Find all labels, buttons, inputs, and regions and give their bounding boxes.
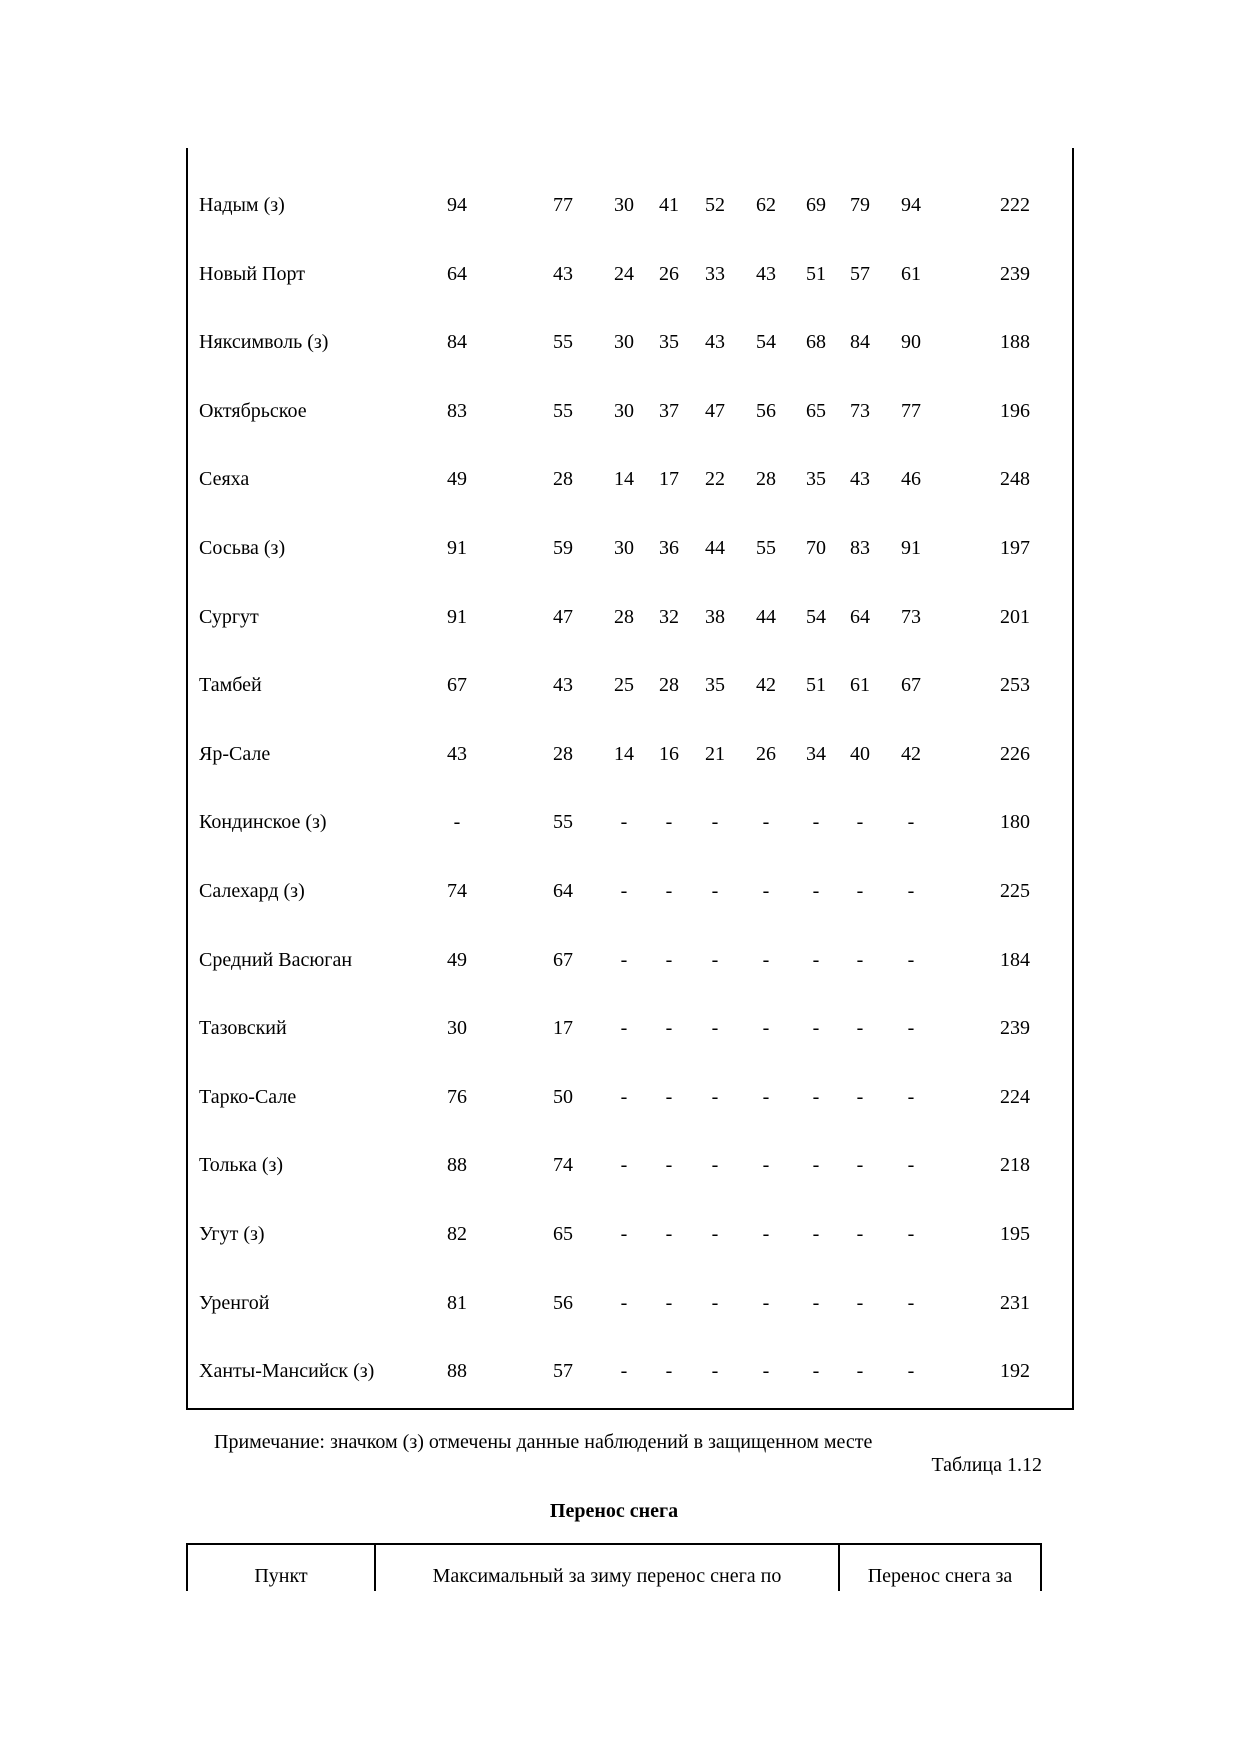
value-col-2: 55 — [553, 811, 573, 834]
value-col-6: 44 — [756, 605, 776, 628]
value-col-9: - — [907, 1291, 915, 1314]
value-col-6: - — [762, 1085, 770, 1108]
value-col-3: 24 — [614, 262, 634, 285]
value-col-3: - — [620, 1017, 628, 1040]
value-col-5: - — [711, 1085, 719, 1108]
value-col-4: 17 — [659, 468, 679, 491]
value-col-1: - — [453, 811, 461, 834]
value-col-8: - — [856, 1291, 864, 1314]
value-col-last: 188 — [1000, 331, 1030, 354]
value-col-9: 94 — [901, 194, 921, 216]
value-col-1: 49 — [447, 468, 467, 491]
value-col-3: 14 — [614, 468, 634, 491]
value-col-3: - — [620, 880, 628, 902]
table-row — [188, 670, 1072, 700]
value-col-4: - — [665, 948, 673, 971]
station-name: Ханты-Мансийск (з) — [199, 1360, 375, 1383]
value-col-4: 26 — [659, 262, 679, 285]
value-col-7: 35 — [806, 468, 826, 491]
station-name: Угут (з) — [199, 1223, 265, 1245]
value-col-6: 55 — [756, 537, 776, 559]
value-col-3: - — [620, 1223, 628, 1245]
value-col-8: - — [856, 1017, 864, 1040]
value-col-6: - — [762, 1291, 770, 1314]
table-row — [188, 876, 1072, 906]
value-col-2: 43 — [553, 674, 573, 697]
table-row — [188, 1288, 1072, 1318]
value-col-9: 77 — [901, 399, 921, 422]
value-col-6: - — [762, 1223, 770, 1245]
station-name: Тамбей — [199, 674, 262, 697]
value-col-9: 67 — [901, 674, 921, 697]
value-col-8: 40 — [850, 742, 870, 765]
value-col-3: - — [620, 1085, 628, 1108]
value-col-2: 43 — [553, 262, 573, 285]
value-col-7: - — [812, 1360, 820, 1383]
table-row — [188, 1150, 1072, 1180]
table-row — [188, 1082, 1072, 1112]
value-col-8: 57 — [850, 262, 870, 285]
value-col-last: 192 — [1000, 1360, 1030, 1383]
value-col-4: 28 — [659, 674, 679, 697]
value-col-1: 91 — [447, 605, 467, 628]
table-label: Таблица 1.12 — [931, 1454, 1042, 1476]
value-col-6: 26 — [756, 742, 776, 765]
value-col-6: 43 — [756, 262, 776, 285]
value-col-5: 21 — [705, 742, 725, 765]
value-col-4: 37 — [659, 399, 679, 422]
value-col-6: - — [762, 1017, 770, 1040]
value-col-2: 28 — [553, 468, 573, 491]
value-col-last: 180 — [1000, 811, 1030, 834]
value-col-9: - — [907, 880, 915, 902]
station-name: Средний Васюган — [199, 948, 353, 971]
value-col-7: 51 — [806, 262, 826, 285]
value-col-1: 91 — [447, 537, 467, 559]
value-col-8: - — [856, 880, 864, 902]
table-row — [188, 259, 1072, 289]
value-col-4: - — [665, 1291, 673, 1314]
value-col-9: 90 — [901, 331, 921, 354]
value-col-5: - — [711, 1017, 719, 1040]
value-col-5: - — [711, 1223, 719, 1245]
value-col-8: 84 — [850, 331, 870, 354]
value-col-7: - — [812, 948, 820, 971]
value-col-last: 231 — [1000, 1291, 1030, 1314]
value-col-8: 73 — [850, 399, 870, 422]
value-col-4: - — [665, 1360, 673, 1383]
value-col-1: 43 — [447, 742, 467, 765]
value-col-3: 30 — [614, 194, 634, 216]
value-col-7: - — [812, 1223, 820, 1245]
table-row — [188, 602, 1072, 632]
value-col-5: - — [711, 1360, 719, 1383]
header-cell-max-transfer: Максимальный за зиму перенос снега по — [432, 1565, 782, 1587]
value-col-last: 248 — [1000, 468, 1030, 491]
value-col-1: 84 — [447, 331, 467, 354]
station-name: Октябрьское — [199, 399, 307, 422]
header-cell-point: Пункт — [254, 1565, 308, 1587]
value-col-2: 28 — [553, 742, 573, 765]
value-col-4: - — [665, 1085, 673, 1108]
value-col-8: 64 — [850, 605, 870, 628]
value-col-5: 44 — [705, 537, 725, 559]
value-col-last: 184 — [1000, 948, 1030, 971]
value-col-5: 33 — [705, 262, 725, 285]
table-row — [188, 190, 1072, 220]
value-col-2: 57 — [553, 1360, 573, 1383]
value-col-9: - — [907, 1360, 915, 1383]
value-col-7: - — [812, 1154, 820, 1177]
value-col-5: - — [711, 1291, 719, 1314]
value-col-2: 74 — [553, 1154, 573, 1177]
value-col-9: 61 — [901, 262, 921, 285]
value-col-1: 64 — [447, 262, 467, 285]
value-col-9: - — [907, 1017, 915, 1040]
value-col-4: - — [665, 1154, 673, 1177]
value-col-9: 91 — [901, 537, 921, 559]
station-name: Сосьва (з) — [199, 537, 286, 559]
table-row — [188, 945, 1072, 975]
value-col-9: - — [907, 1154, 915, 1177]
value-col-3: - — [620, 948, 628, 971]
value-col-9: - — [907, 1085, 915, 1108]
station-name: Толька (з) — [199, 1154, 284, 1177]
value-col-8: - — [856, 1154, 864, 1177]
station-name: Сеяха — [199, 468, 250, 491]
value-col-4: - — [665, 811, 673, 834]
value-col-7: 34 — [806, 742, 826, 765]
value-col-7: 70 — [806, 537, 826, 559]
value-col-6: - — [762, 948, 770, 971]
table-row — [188, 327, 1072, 357]
value-col-last: 218 — [1000, 1154, 1030, 1177]
station-name: Надым (з) — [199, 194, 285, 216]
value-col-2: 77 — [553, 194, 573, 216]
table-title: Перенос снега — [549, 1500, 679, 1522]
value-col-8: - — [856, 948, 864, 971]
value-col-1: 81 — [447, 1291, 467, 1314]
value-col-9: - — [907, 1223, 915, 1245]
value-col-2: 17 — [553, 1017, 573, 1040]
value-col-last: 226 — [1000, 742, 1030, 765]
value-col-last: 222 — [1000, 194, 1030, 216]
value-col-2: 64 — [553, 880, 573, 902]
value-col-6: - — [762, 1154, 770, 1177]
value-col-4: - — [665, 1223, 673, 1245]
station-name: Уренгой — [199, 1291, 270, 1314]
value-col-2: 65 — [553, 1223, 573, 1245]
value-col-2: 59 — [553, 537, 573, 559]
value-col-2: 67 — [553, 948, 573, 971]
value-col-3: - — [620, 811, 628, 834]
table-row — [188, 396, 1072, 426]
header-cell-transfer: Перенос снега за — [867, 1565, 1013, 1587]
value-col-1: 88 — [447, 1154, 467, 1177]
station-name: Салехард (з) — [199, 880, 305, 902]
value-col-1: 67 — [447, 674, 467, 697]
value-col-3: 30 — [614, 537, 634, 559]
value-col-8: - — [856, 811, 864, 834]
station-name: Няксимволь (з) — [199, 331, 329, 354]
value-col-8: - — [856, 1085, 864, 1108]
value-col-1: 88 — [447, 1360, 467, 1383]
value-col-8: 79 — [850, 194, 870, 216]
table-row — [188, 807, 1072, 837]
value-col-1: 94 — [447, 194, 467, 216]
table-row — [188, 533, 1072, 563]
table-row — [188, 464, 1072, 494]
value-col-last: 196 — [1000, 399, 1030, 422]
value-col-7: - — [812, 1085, 820, 1108]
value-col-7: - — [812, 1017, 820, 1040]
value-col-3: 30 — [614, 331, 634, 354]
value-col-2: 56 — [553, 1291, 573, 1314]
value-col-6: 56 — [756, 399, 776, 422]
value-col-4: 32 — [659, 605, 679, 628]
value-col-3: 30 — [614, 399, 634, 422]
value-col-6: 62 — [756, 194, 776, 216]
value-col-7: 51 — [806, 674, 826, 697]
value-col-1: 83 — [447, 399, 467, 422]
value-col-9: 73 — [901, 605, 921, 628]
value-col-3: 14 — [614, 742, 634, 765]
value-col-last: 239 — [1000, 262, 1030, 285]
table-row — [188, 1219, 1072, 1249]
value-col-3: 28 — [614, 605, 634, 628]
value-col-5: - — [711, 1154, 719, 1177]
snow-transfer-table-header — [186, 1543, 1042, 1591]
value-col-5: - — [711, 880, 719, 902]
station-name: Кондинское (з) — [199, 811, 327, 834]
value-col-5: 52 — [705, 194, 725, 216]
station-name: Тарко-Сале — [199, 1085, 297, 1108]
station-name: Сургут — [199, 605, 259, 628]
value-col-5: 22 — [705, 468, 725, 491]
value-col-3: - — [620, 1291, 628, 1314]
value-col-6: 28 — [756, 468, 776, 491]
value-col-1: 82 — [447, 1223, 467, 1245]
value-col-4: 36 — [659, 537, 679, 559]
value-col-6: - — [762, 880, 770, 902]
value-col-8: 83 — [850, 537, 870, 559]
value-col-4: 16 — [659, 742, 679, 765]
value-col-7: - — [812, 880, 820, 902]
value-col-9: - — [907, 948, 915, 971]
value-col-5: 43 — [705, 331, 725, 354]
value-col-last: 253 — [1000, 674, 1030, 697]
value-col-3: - — [620, 1154, 628, 1177]
table-row — [188, 1013, 1072, 1043]
value-col-last: 239 — [1000, 1017, 1030, 1040]
value-col-last: 201 — [1000, 605, 1030, 628]
value-col-4: 41 — [659, 194, 679, 216]
value-col-5: - — [711, 811, 719, 834]
station-name: Яр-Сале — [199, 742, 271, 765]
value-col-last: 195 — [1000, 1223, 1030, 1245]
value-col-7: 65 — [806, 399, 826, 422]
value-col-4: - — [665, 880, 673, 902]
value-col-9: 46 — [901, 468, 921, 491]
value-col-3: 25 — [614, 674, 634, 697]
value-col-6: 54 — [756, 331, 776, 354]
table-row — [188, 1356, 1072, 1386]
value-col-7: 54 — [806, 605, 826, 628]
value-col-8: - — [856, 1360, 864, 1383]
value-col-5: 47 — [705, 399, 725, 422]
value-col-1: 30 — [447, 1017, 467, 1040]
value-col-5: - — [711, 948, 719, 971]
value-col-4: - — [665, 1017, 673, 1040]
value-col-7: - — [812, 1291, 820, 1314]
station-name: Тазовский — [199, 1017, 287, 1040]
value-col-4: 35 — [659, 331, 679, 354]
value-col-2: 50 — [553, 1085, 573, 1108]
value-col-9: 42 — [901, 742, 921, 765]
value-col-7: - — [812, 811, 820, 834]
value-col-2: 47 — [553, 605, 573, 628]
value-col-3: - — [620, 1360, 628, 1383]
station-name: Новый Порт — [199, 262, 305, 285]
value-col-last: 224 — [1000, 1085, 1030, 1108]
table-note: Примечание: значком (з) отмечены данные наблюдений в защищенном месте — [214, 1431, 873, 1453]
table-row — [188, 739, 1072, 769]
value-col-2: 55 — [553, 331, 573, 354]
value-col-6: - — [762, 1360, 770, 1383]
value-col-8: - — [856, 1223, 864, 1245]
value-col-last: 197 — [1000, 537, 1030, 559]
value-col-7: 68 — [806, 331, 826, 354]
climate-table — [186, 148, 1074, 1410]
value-col-8: 43 — [850, 468, 870, 491]
value-col-6: - — [762, 811, 770, 834]
value-col-5: 38 — [705, 605, 725, 628]
value-col-5: 35 — [705, 674, 725, 697]
value-col-1: 74 — [447, 880, 467, 902]
value-col-last: 225 — [1000, 880, 1030, 902]
value-col-9: - — [907, 811, 915, 834]
value-col-2: 55 — [553, 399, 573, 422]
value-col-7: 69 — [806, 194, 826, 216]
value-col-6: 42 — [756, 674, 776, 697]
value-col-1: 49 — [447, 948, 467, 971]
value-col-8: 61 — [850, 674, 870, 697]
value-col-1: 76 — [447, 1085, 467, 1108]
